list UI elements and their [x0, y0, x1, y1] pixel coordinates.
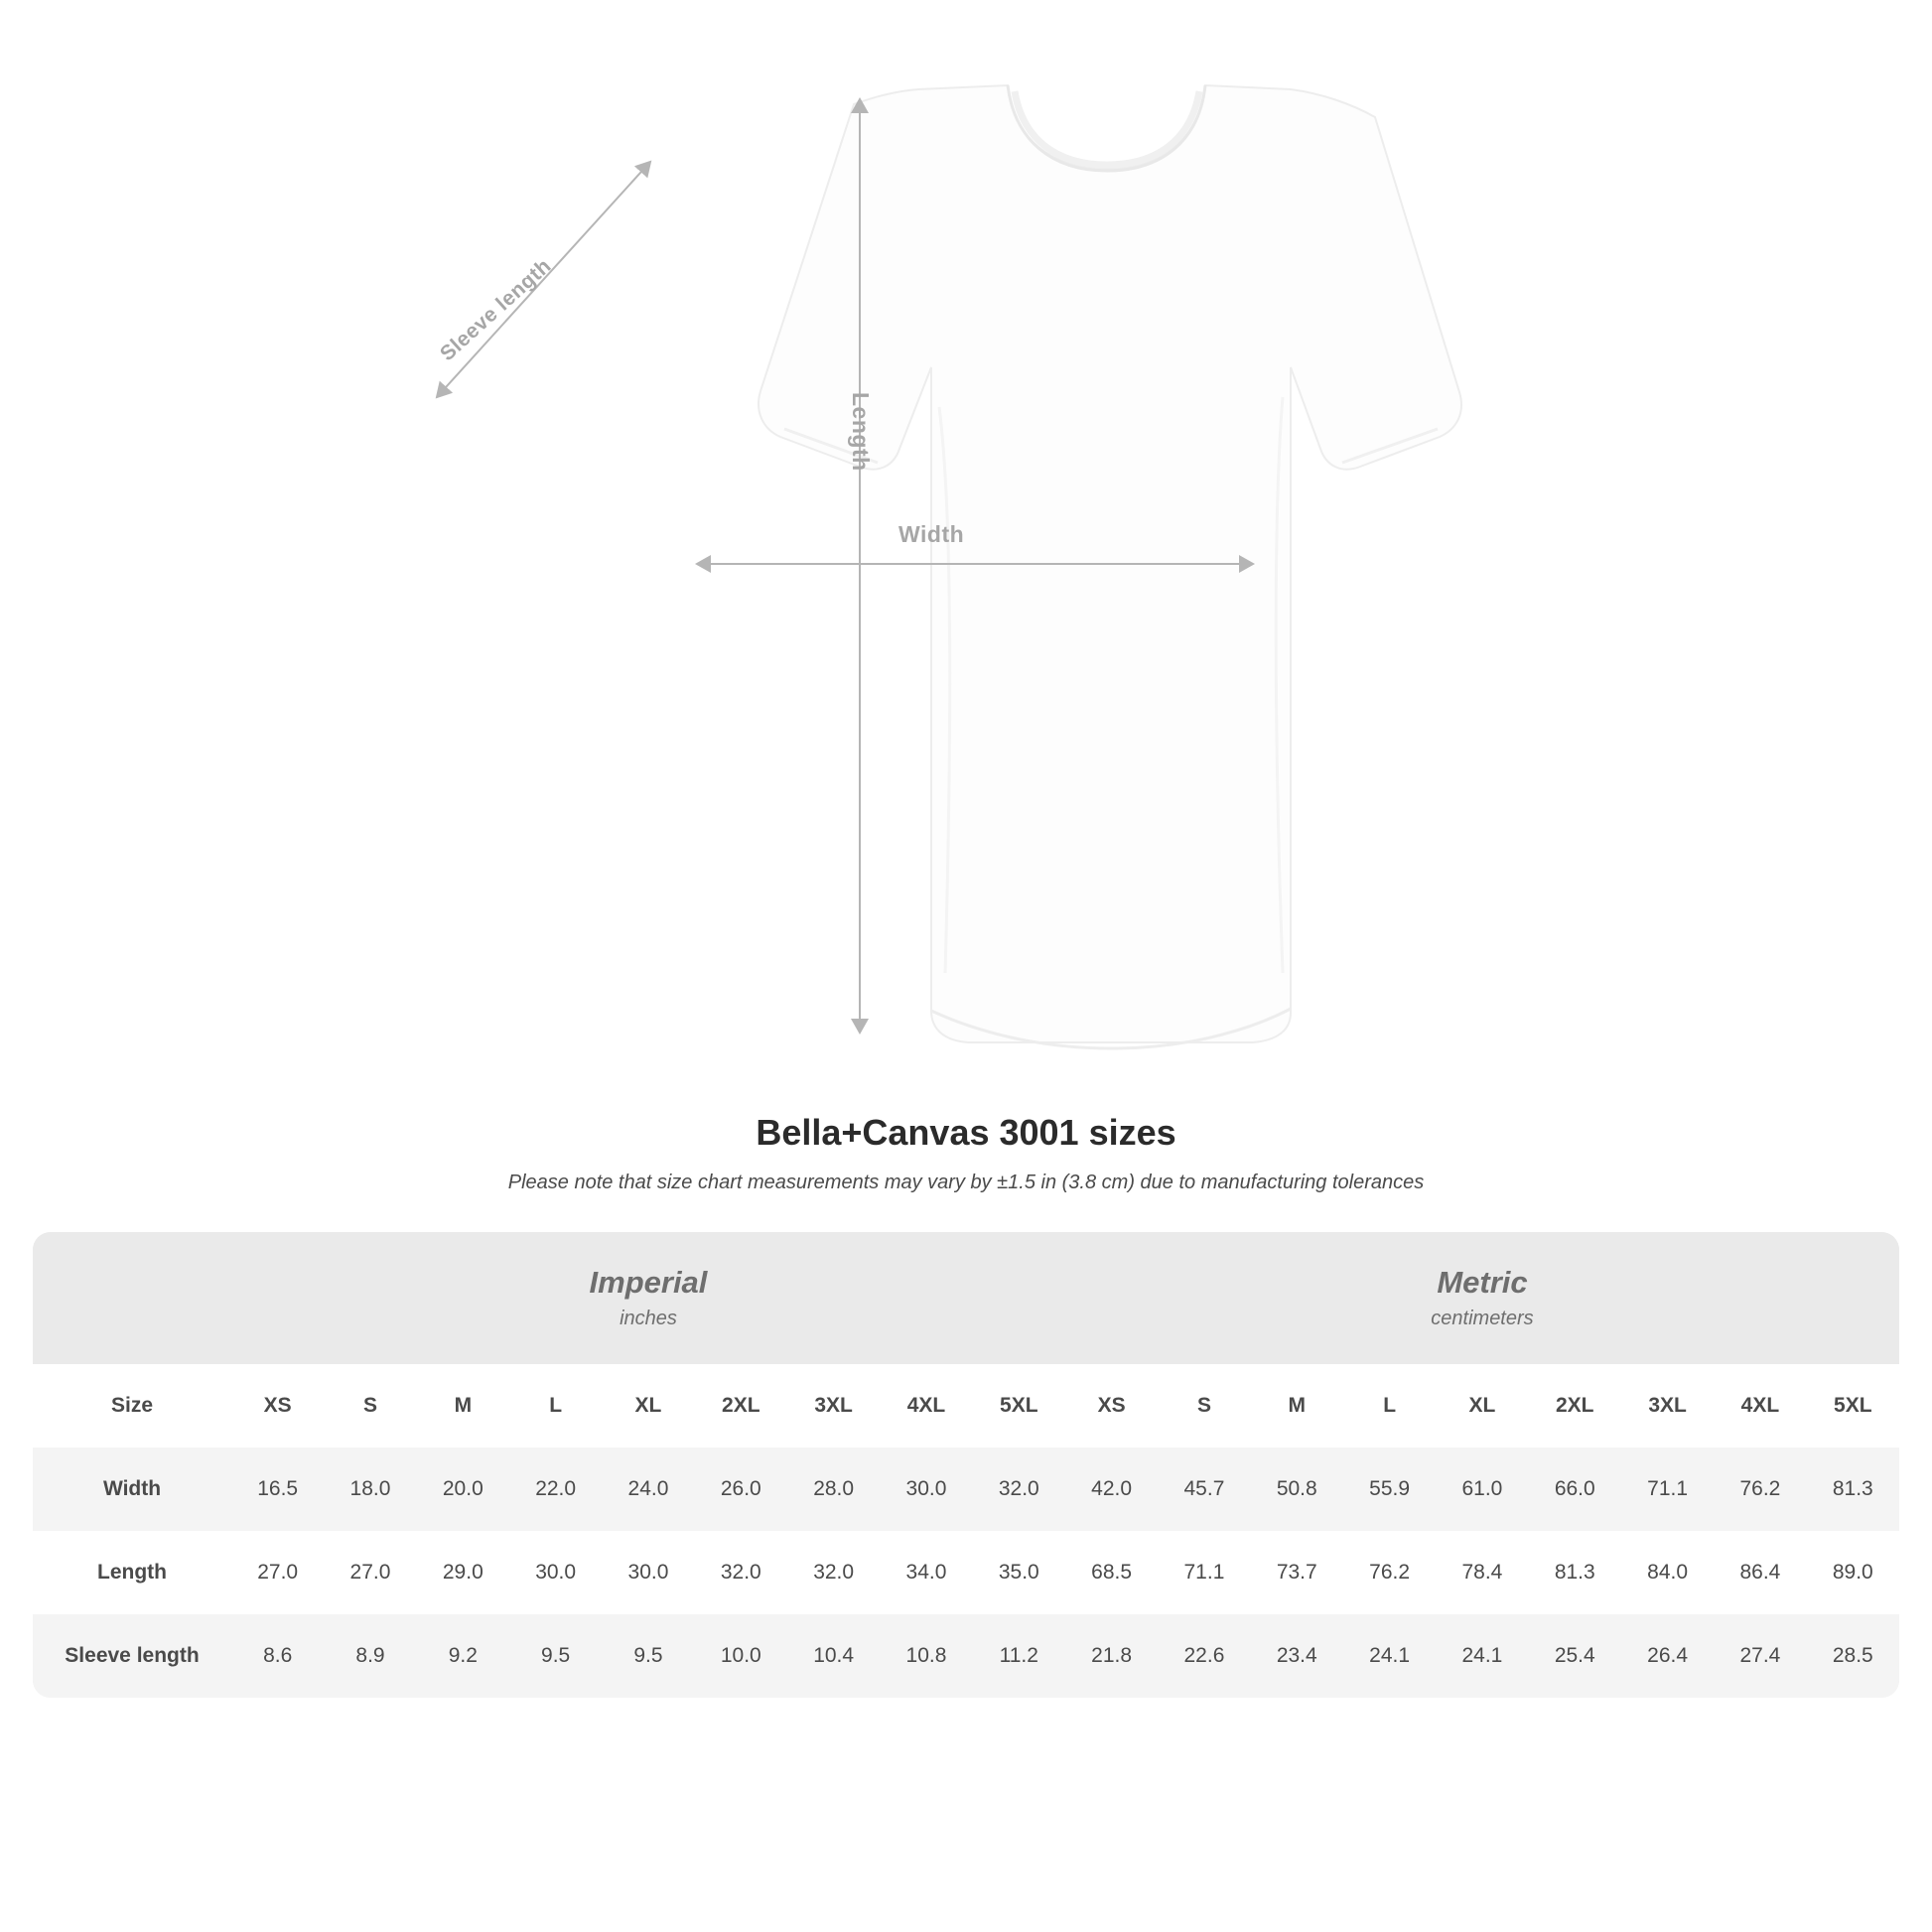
- page-title: Bella+Canvas 3001 sizes: [756, 1112, 1176, 1153]
- unit-header-spacer: [33, 1232, 231, 1364]
- sleeve-cell-8: 11.2: [973, 1614, 1065, 1698]
- size-header-row: [33, 1364, 1899, 1448]
- length-cell-5: 32.0: [695, 1531, 787, 1614]
- width-cell-9: 42.0: [1065, 1448, 1158, 1531]
- sleeve-cell-4: 9.5: [602, 1614, 694, 1698]
- sleeve-cell-5: 10.0: [695, 1614, 787, 1698]
- size-cell-7: 4XL: [880, 1364, 972, 1448]
- length-cell-9: 68.5: [1065, 1531, 1158, 1614]
- size-cell-15: 3XL: [1621, 1364, 1714, 1448]
- size-cell-4: XL: [602, 1364, 694, 1448]
- width-cell-11: 50.8: [1251, 1448, 1343, 1531]
- length-cell-16: 86.4: [1714, 1531, 1806, 1614]
- length-cell-4: 30.0: [602, 1531, 694, 1614]
- size-cell-0: XS: [231, 1364, 324, 1448]
- width-cell-2: 20.0: [417, 1448, 509, 1531]
- sleeve-cell-14: 25.4: [1529, 1614, 1621, 1698]
- length-cell-15: 84.0: [1621, 1531, 1714, 1614]
- size-cell-6: 3XL: [787, 1364, 880, 1448]
- row-label-length: Length: [33, 1531, 231, 1614]
- size-cell-2: M: [417, 1364, 509, 1448]
- length-cell-2: 29.0: [417, 1531, 509, 1614]
- size-cell-14: 2XL: [1529, 1364, 1621, 1448]
- imperial-unit-label: inches: [620, 1307, 677, 1329]
- length-cell-8: 35.0: [973, 1531, 1065, 1614]
- tshirt-shape: [759, 85, 1461, 1048]
- width-cell-10: 45.7: [1158, 1448, 1250, 1531]
- width-cell-1: 18.0: [324, 1448, 416, 1531]
- width-cell-3: 22.0: [509, 1448, 602, 1531]
- length-cell-12: 76.2: [1343, 1531, 1436, 1614]
- tolerance-note: Please note that size chart measurements may vary by ±1.5 in (3.8 cm) due to manufacturing tolerances: [507, 1172, 1425, 1193]
- length-cell-10: 71.1: [1158, 1531, 1250, 1614]
- sleeve-cell-6: 10.4: [787, 1614, 880, 1698]
- length-cell-7: 34.0: [880, 1531, 972, 1614]
- width-label: Width: [898, 521, 965, 547]
- width-cell-16: 76.2: [1714, 1448, 1806, 1531]
- table-row: [33, 1448, 1899, 1531]
- width-cell-4: 24.0: [602, 1448, 694, 1531]
- size-table-container: [33, 1232, 1899, 1698]
- width-cell-15: 71.1: [1621, 1448, 1714, 1531]
- sleeve-cell-9: 21.8: [1065, 1614, 1158, 1698]
- size-cell-5: 2XL: [695, 1364, 787, 1448]
- size-cell-13: XL: [1436, 1364, 1528, 1448]
- length-cell-17: 89.0: [1807, 1531, 1899, 1614]
- imperial-header: [231, 1232, 1065, 1364]
- length-cell-13: 78.4: [1436, 1531, 1528, 1614]
- length-label: Length: [848, 392, 874, 472]
- imperial-system-label: Imperial: [589, 1265, 708, 1300]
- metric-system-label: Metric: [1437, 1265, 1528, 1300]
- sleeve-cell-7: 10.8: [880, 1614, 972, 1698]
- sleeve-cell-13: 24.1: [1436, 1614, 1528, 1698]
- size-cell-17: 5XL: [1807, 1364, 1899, 1448]
- size-cell-9: XS: [1065, 1364, 1158, 1448]
- width-cell-7: 30.0: [880, 1448, 972, 1531]
- sleeve-cell-1: 8.9: [324, 1614, 416, 1698]
- size-cell-8: 5XL: [973, 1364, 1065, 1448]
- row-label-sleeve-length: Sleeve length: [33, 1614, 231, 1698]
- sleeve-cell-0: 8.6: [231, 1614, 324, 1698]
- size-cell-10: S: [1158, 1364, 1250, 1448]
- metric-header: [1065, 1232, 1899, 1364]
- sleeve-length-label: Sleeve length: [435, 254, 556, 366]
- size-header-cell: Size: [33, 1364, 231, 1448]
- size-cell-16: 4XL: [1714, 1364, 1806, 1448]
- size-table: [33, 1232, 1899, 1698]
- row-label-width: Width: [33, 1448, 231, 1531]
- unit-header-row: [33, 1232, 1899, 1364]
- metric-unit-label: centimeters: [1431, 1307, 1534, 1329]
- width-cell-5: 26.0: [695, 1448, 787, 1531]
- table-row: [33, 1614, 1899, 1698]
- width-cell-13: 61.0: [1436, 1448, 1528, 1531]
- length-cell-14: 81.3: [1529, 1531, 1621, 1614]
- width-cell-8: 32.0: [973, 1448, 1065, 1531]
- length-cell-0: 27.0: [231, 1531, 324, 1614]
- width-cell-14: 66.0: [1529, 1448, 1621, 1531]
- sleeve-cell-10: 22.6: [1158, 1614, 1250, 1698]
- sleeve-cell-11: 23.4: [1251, 1614, 1343, 1698]
- length-cell-6: 32.0: [787, 1531, 880, 1614]
- length-cell-11: 73.7: [1251, 1531, 1343, 1614]
- size-cell-3: L: [509, 1364, 602, 1448]
- width-cell-6: 28.0: [787, 1448, 880, 1531]
- size-cell-11: M: [1251, 1364, 1343, 1448]
- size-cell-12: L: [1343, 1364, 1436, 1448]
- table-row: [33, 1531, 1899, 1614]
- sleeve-cell-16: 27.4: [1714, 1614, 1806, 1698]
- width-cell-17: 81.3: [1807, 1448, 1899, 1531]
- length-cell-3: 30.0: [509, 1531, 602, 1614]
- sleeve-cell-17: 28.5: [1807, 1614, 1899, 1698]
- size-cell-1: S: [324, 1364, 416, 1448]
- length-cell-1: 27.0: [324, 1531, 416, 1614]
- sleeve-cell-12: 24.1: [1343, 1614, 1436, 1698]
- width-cell-12: 55.9: [1343, 1448, 1436, 1531]
- width-cell-0: 16.5: [231, 1448, 324, 1531]
- sleeve-cell-2: 9.2: [417, 1614, 509, 1698]
- sleeve-cell-15: 26.4: [1621, 1614, 1714, 1698]
- sleeve-cell-3: 9.5: [509, 1614, 602, 1698]
